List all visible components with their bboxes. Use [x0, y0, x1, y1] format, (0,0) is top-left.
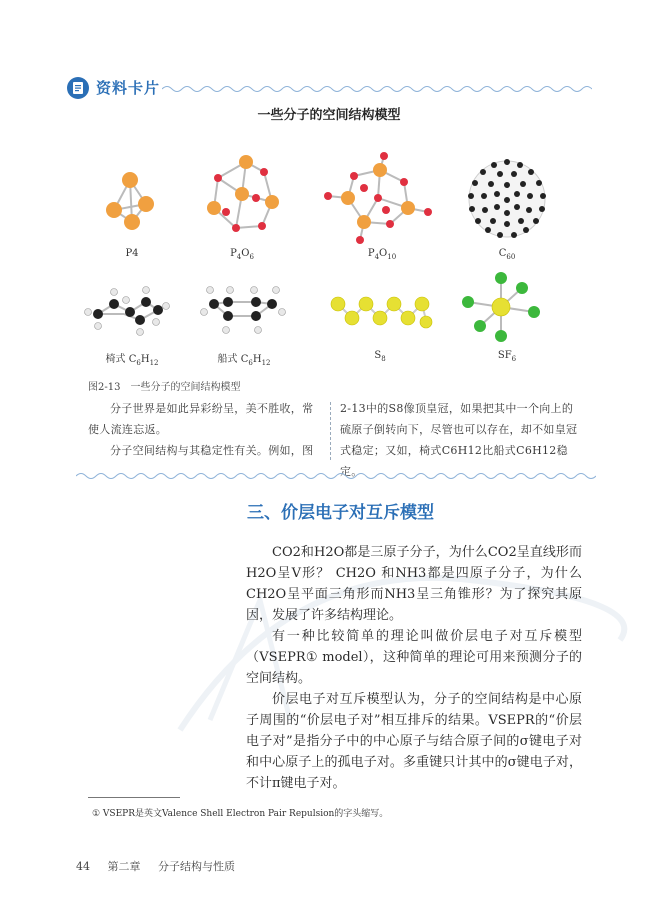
figure-caption: 图2-13 一些分子的空间结构模型 [88, 382, 241, 393]
paragraph-1: CO2和H2O都是三原子分子，为什么CO2呈直线形而H2O呈V形？ CH2O 和NH3都是四原子分子，为什么CH2O呈平面三角形而NH3呈三角锥形？为了探究其原因，发展了许多结构理论。 [246, 545, 582, 623]
paragraph-3: 价层电子对互斥模型认为，分子的空间结构是中心原子周围的“价层电子对”相互排斥的结果。VSEPR的“价层电子对”是指分子中的中心原子与结合原子间的σ键电子对和中心原子上的孤电子对。多重键只计其中的σ键电子对，不计π键电子对。 [246, 692, 582, 791]
chair-c6h12-label: 椅式 $C_6H_{12}$ [105, 354, 159, 367]
footnote-divider [88, 797, 180, 798]
c60-molecule-image [464, 156, 550, 242]
aside-left-column [88, 398, 318, 461]
figure-heading: 一些分子的空间结构模型 [257, 108, 401, 123]
wave-divider-bottom [76, 469, 596, 483]
p4o6-label: $P_4O_6$ [230, 248, 254, 261]
section-title: 三、价层电子对互斥模型 [247, 503, 434, 523]
chair-c6h12-molecule-image [84, 284, 170, 336]
p4o6-molecule-image [196, 154, 292, 240]
aside-right-paragraph: 2-13中的S8像顶皇冠，如果把其中一个向上的硫原子倒转向下，尽管也可以存在，却不如皇冠式稳定；又如，椅式C6H12比船式C6H12稳定。 [340, 402, 578, 478]
c60-label: $C_{60}$ [498, 248, 516, 261]
p4-molecule-image [96, 168, 166, 238]
p4o10-molecule-image [320, 152, 436, 244]
card-title: 资料卡片 [96, 79, 161, 97]
footnote: ① VSEPR是英文Valence Shell Electron Pair Repulsion的字头缩写。 [92, 809, 389, 819]
sf6-label: $SF_6$ [497, 350, 517, 363]
s8-molecule-image [330, 292, 434, 332]
chapter-number: 第二章 [107, 860, 141, 873]
sf6-molecule-image [456, 272, 546, 342]
p4o10-label: $P_4O_{10}$ [367, 248, 397, 261]
column-divider [330, 402, 331, 460]
paragraph-2: 有一种比较简单的理论叫做价层电子对互斥模型（VSEPR① model），这种简单的理论可用来预测分子的空间结构。 [246, 629, 582, 686]
section-body [246, 542, 582, 794]
wave-divider [162, 82, 592, 96]
boat-c6h12-label: 船式 $C_6H_{12}$ [217, 354, 271, 367]
page-number: 44 [76, 860, 90, 873]
document-icon [66, 76, 90, 100]
page-footer [76, 858, 249, 874]
s8-label: $S_8$ [374, 350, 386, 363]
p4-label: P4 [125, 248, 139, 259]
aside-left-paragraph-2: 分子空间结构与其稳定性有关。例如，图 [110, 444, 314, 457]
aside-left-paragraph-1: 分子世界是如此异彩纷呈，美不胜收，常使人流连忘返。 [88, 402, 314, 436]
boat-c6h12-molecule-image [200, 282, 286, 336]
chapter-title: 分子结构与性质 [158, 860, 235, 873]
